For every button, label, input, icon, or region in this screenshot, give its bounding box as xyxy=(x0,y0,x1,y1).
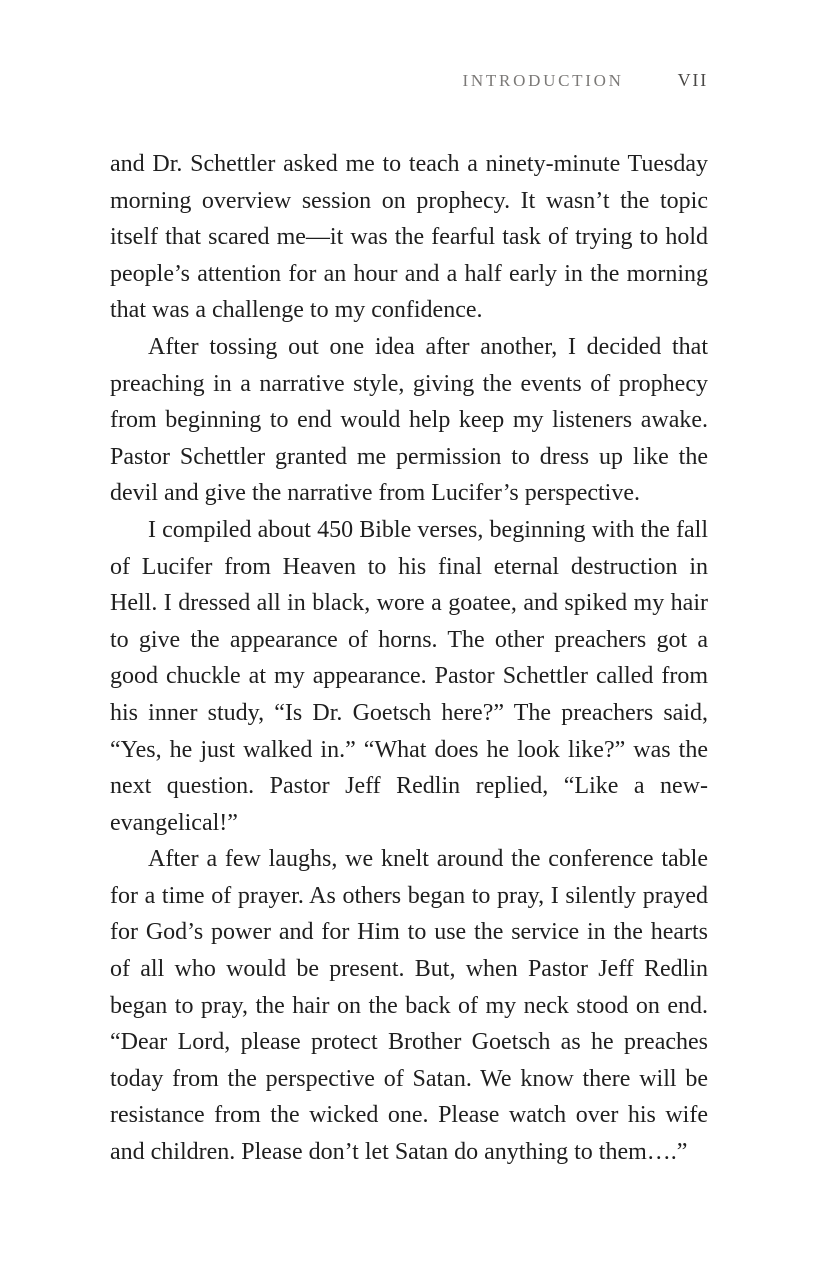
paragraph: and Dr. Schettler asked me to teach a ninety-minute Tuesday morning overview session on prophecy. It wasn’t the topic itself that scared me—it was the fearful task of trying to hold people’s attention for an hour and a half early in the morning that was a challenge to my confidence. xyxy=(110,151,708,324)
paragraph: I compiled about 450 Bible verses, beginning with the fall of Lucifer from Heaven to his final eternal destruction in Hell. I dressed all in black, wore a goatee, and spiked my hair to give the appearance of horns. The other preachers got a good chuckle at my appearance. Pastor Schettler called from his inner study, “Is Dr. Goetsch here?” The preachers said, “Yes, he just walked in.” “What does he look like?” was the next question. Pastor Jeff Redlin replied, “Like a new-evangelical!” xyxy=(110,516,708,836)
paragraph: After tossing out one idea after another, I decided that preaching in a narrative style, giving the events of prophecy from beginning to end would help keep my listeners awake. Pastor Schettler granted me permission to dress up like the devil and give the narrative from Lucifer’s perspective. xyxy=(110,333,708,507)
running-header xyxy=(110,70,708,91)
paragraph: After a few laughs, we knelt around the conference table for a time of prayer. As others began to pray, I silently prayed for God’s power and for Him to use the service in the hearts of all who would be present. But, when Pastor Jeff Redlin began to pray, the hair on the back of my neck stood on end. “Dear Lord, please protect Brother Goetsch as he preaches today from the perspective of Satan. We know there will be resistance from the wicked one. Please watch over his wife and children. Please don’t let Satan do anything to them….” xyxy=(110,846,708,1166)
page-number: VII xyxy=(677,70,708,90)
running-header-section-title: INTRODUCTION xyxy=(462,71,624,90)
body-text-block xyxy=(110,146,708,1171)
